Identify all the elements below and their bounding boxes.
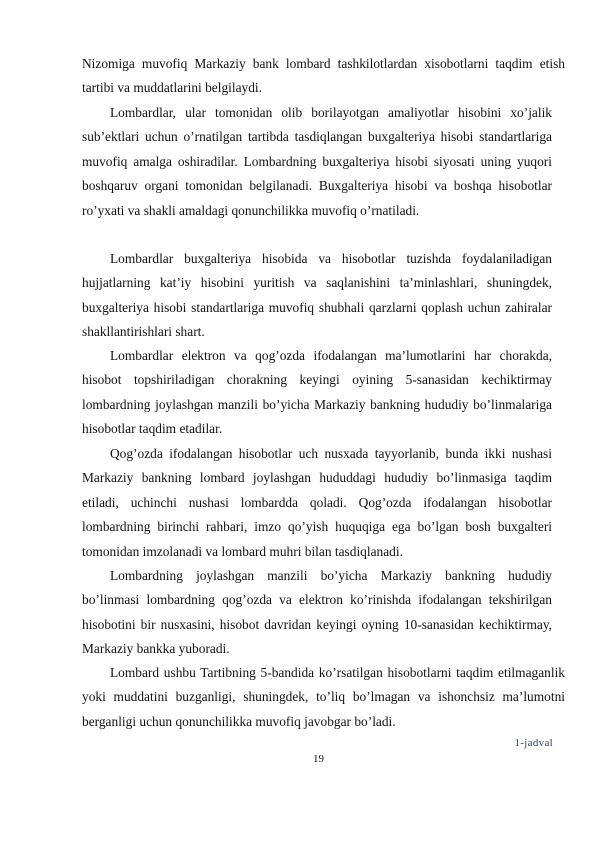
paragraph-2: Lombardlar, ular tomonidan olib borilayotgan amaliyotlar hisobini xo’jalik sub’ektlari uchun o’rnatilgan tartibda tasdiqlangan buxgalteriya hisobi standartlariga muvofiq amalga oshiradilar. Lombardning buxgalteriya hisobi siyosati uning yuqori boshqaruv organi tomonidan belgilanadi. Buxgalteriya hisobi va boshqa hisobotlar ro’yxati va shakli amaldagi qonunchilikka muvofiq o’rnatiladi. (82, 105, 552, 218)
page-number: 19 (313, 753, 324, 765)
paragraph-6: Lombardning joylashgan manzili bo’yicha Markaziy bankning hududiy bo’linmasi lombardning qog’ozda va elektron ko’rinishda ifodalangan tekshirilgan hisobotini bir nusxasini, hisobot davridan keyingi oyning 10-sanasidan kechiktirmay, Markaziy bankka yuboradi. (82, 568, 552, 657)
paragraph-3: Lombardlar buxgalteriya hisobida va hisobotlar tuzishda foydalaniladigan hujjatlarning kat’iy hisobini yuritish va saqlanishini ta’minlashlari, shuningdek, buxgalteriya hisobi standartlariga muvofiq shubhali qarzlarni qoplash uchun zahiralar shakllantirishlari shart. (82, 251, 552, 340)
table-reference-label: 1-jadval (514, 737, 553, 749)
paragraph-4: Lombardlar elektron va qog’ozda ifodalangan ma’lumotlarini har chorakda, hisobot topshiriladigan chorakning keyingi oyining 5-sanasidan kechiktirmay lombardning joylashgan manzili bo’yicha Markaziy bankning hududiy bo’linmalariga hisobotlar taqdim etadilar. (82, 348, 552, 437)
paragraph-7: Lombard ushbu Tartibning 5-bandida ko’rsatilgan hisobotlarni taqdim etilmaganlik yoki muddatini buzganligi, shuningdek, to’liq bo’lmagan va ishonchsiz ma’lumotni berganligi uchun qonunchilikka muvofiq javobgar bo’ladi. (82, 665, 565, 729)
paragraph-1: Nizomiga muvofiq Markaziy bank lombard tashkilotlardan xisobotlarni taqdim etish tartibi va muddatlarini belgilaydi. (82, 56, 565, 96)
paragraph-5: Qog’ozda ifodalangan hisobotlar uch nusxada tayyorlanib, bunda ikki nushasi Markaziy bankning lombard joylashgan hududdagi hududiy bo’linmasiga taqdim etiladi, uchinchi nushasi lombardda qoladi. Qog’ozda ifodalangan hisobotlar lombardning birinchi rahbari, imzo qo’yish huquqiga ega bo’lgan bosh buxgalteri tomonidan imzolanadi va lombard muhri bilan tasdiqlanadi. (82, 446, 552, 559)
